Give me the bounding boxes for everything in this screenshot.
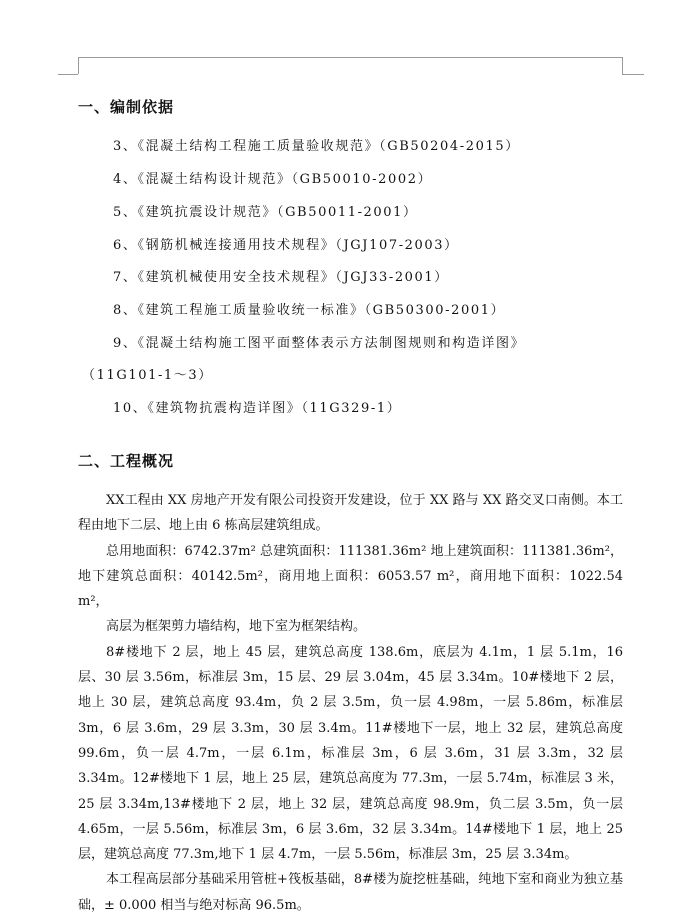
reference-item: 5、《建筑抗震设计规范》（GB50011-2001）	[113, 205, 418, 220]
foundation-paragraph: 本工程高层部分基础采用管桩+筏板基础，8#楼为旋挖桩基础，纯地下室和商业为独立基础，± 0.000 相当与绝对标高 96.5m。	[78, 872, 623, 913]
area-paragraph: 总用地面积：6742.37m² 总建筑面积：111381.36m² 地上建筑面积：111381.36m²，地下建筑总面积：40142.5m²，商用地上面积：6053.57 m²，商用地下面积：1022.54 m²，	[78, 543, 623, 610]
reference-item: 9、《混凝土结构施工图平面整体表示方法制图规则和构造详图》	[113, 336, 526, 351]
reference-item: 4、《混凝土结构设计规范》（GB50010-2002）	[113, 172, 433, 187]
building-heights-paragraph: 8#楼地下 2 层，地上 45 层，建筑总高度 138.6m，底层为 4.1m，1 层 5.1m，16 层、30 层 3.56m，标准层 3m，15 层、29 层 3.04m，45 层 3.34m。10#楼地下 2 层，地上 30 层，建筑总高度 93.4m，负 2 层 3.5m，负一层 4.98m，一层 5.86m，标准层 3m，6 层 3.6m，29 层 3.3m，30 层 3.4m。11#楼地下一层，地上 32 层，建筑总高度 99.6m，负一层 4.7m，一层 6.1m，标准层 3m，6 层 3.6m，31 层 3.3m，32 层 3.34m。12#楼地下 1 层，地上 25 层，建筑总高度为 77.3m，一层 5.74m，标准层 3 米，25 层 3.34m,13#楼地下 2 层，地上 32 层，建筑总高度 98.9m，负二层 3.5m，负一层 4.65m，一层 5.56m，标准层 3m，6 层 3.6m，32 层 3.34m。14#楼地下 1 层，地上 25 层，建筑总高度 77.3m,地下 1 层 4.7m，一层 5.56m，标准层 3m，25 层 3.34m。	[78, 644, 623, 863]
header-corner-mark-left	[78, 57, 79, 74]
reference-item: 3、《混凝土结构工程施工质量验收规范》（GB50204-2015）	[113, 139, 520, 154]
structure-paragraph: 高层为框架剪力墙结构，地下室为框架结构。	[106, 619, 367, 635]
header-rule	[78, 57, 623, 58]
reference-item-continuation: （11G101-1～3）	[82, 368, 213, 383]
header-corner-mark-right	[622, 57, 623, 74]
overview-paragraph: XX工程由 XX 房地产开发有限公司投资开发建设，位于 XX 路与 XX 路交叉口南侧。本工程由地下二层、地上由 6 栋高层建筑组成。	[78, 493, 623, 534]
section-heading-basis: 一、编制依据	[78, 98, 175, 116]
header-corner-mark-left-tick	[58, 74, 78, 75]
project-overview-body	[78, 488, 623, 918]
reference-item: 10、《建筑物抗震构造详图》（11G329-1）	[113, 401, 402, 416]
reference-item: 7、《建筑机械使用安全技术规程》（JGJ33-2001）	[113, 270, 449, 285]
reference-item: 6、《钢筋机械连接通用技术规程》（JGJ107-2003）	[113, 238, 459, 253]
header-corner-mark-right-tick	[622, 74, 644, 75]
reference-item: 8、《建筑工程施工质量验收统一标准》（GB50300-2001）	[113, 303, 506, 318]
section-heading-overview: 二、工程概况	[78, 452, 175, 470]
